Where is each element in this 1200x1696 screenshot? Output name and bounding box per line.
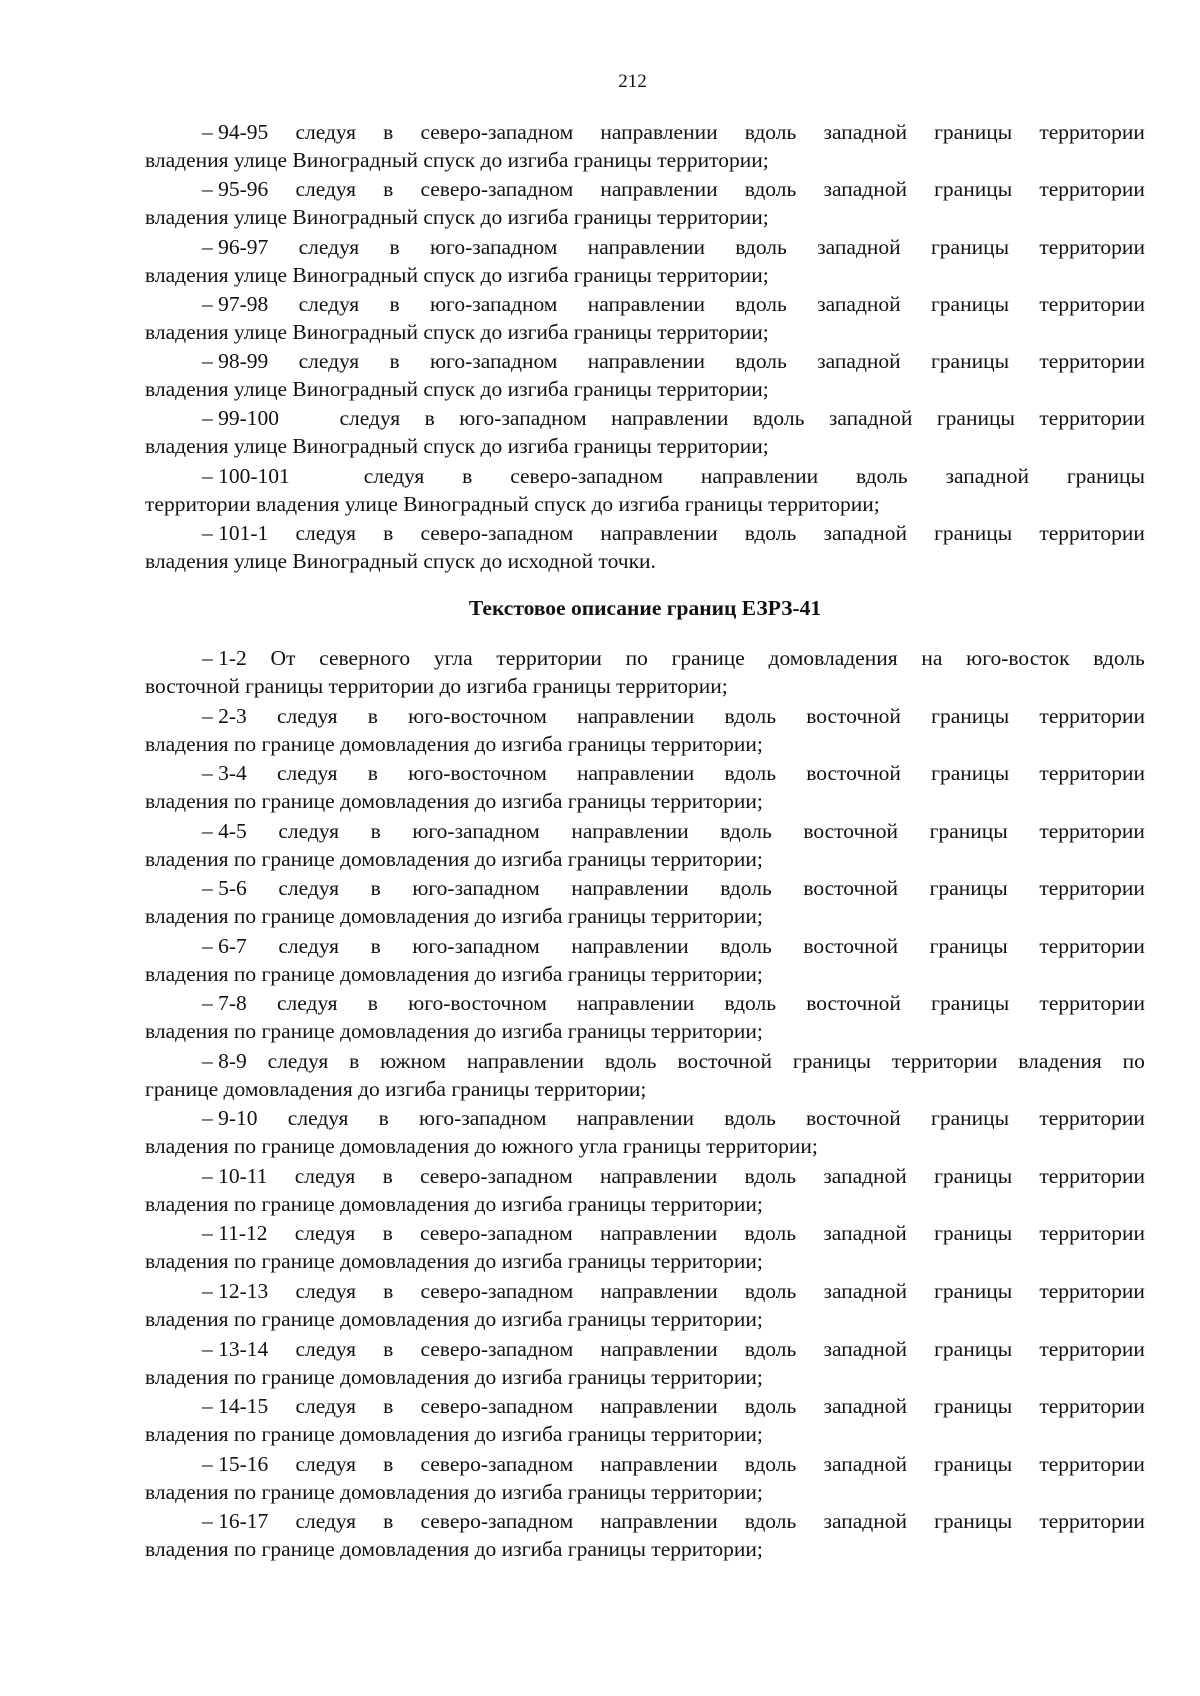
entry-first-line: [145, 1392, 1145, 1420]
entry-continuation-line: владения по границе домовладения до изгиба границы территории;: [145, 1191, 763, 1216]
entry-first-line: [145, 1162, 1145, 1190]
entry-first-line: [145, 347, 1145, 375]
page-number: 212: [618, 71, 647, 92]
entry-word: вдоль: [724, 991, 777, 1016]
entry-word: границы: [930, 234, 1010, 259]
entry-word: территории: [1039, 876, 1145, 901]
entry-word: восточной: [677, 1048, 773, 1073]
entry-word: территории: [1039, 1106, 1145, 1131]
entry-word: границы: [934, 1509, 1013, 1534]
entry-first-line: [145, 1219, 1145, 1247]
segment-label: – 5-6: [202, 876, 247, 901]
entry-word: границы: [931, 991, 1010, 1016]
entry-word: границы: [929, 933, 1008, 958]
entry-word: следуя: [298, 234, 360, 259]
entry-word: границы: [792, 1048, 871, 1073]
entry-word: границы: [936, 406, 1015, 431]
entry-first-line: [145, 1277, 1145, 1305]
segment-label: – 13-14: [202, 1336, 269, 1361]
boundary-entry: [145, 817, 1145, 875]
entry-word: направлении: [577, 703, 695, 728]
segment-label: – 101-1: [202, 521, 269, 546]
entry-first-line: [145, 519, 1145, 547]
entry-word: северо-западном: [420, 1336, 574, 1361]
segment-label: – 11-12: [202, 1221, 268, 1246]
entry-word: по: [1122, 1048, 1145, 1073]
entry-word: направлении: [600, 1336, 718, 1361]
segment-label: – 6-7: [202, 933, 247, 958]
entry-word: территории: [1039, 406, 1145, 431]
entry-word: вдоль: [744, 1163, 797, 1188]
entry-word: территории: [1039, 521, 1145, 546]
entry-word: западной: [823, 1451, 907, 1476]
entry-continuation-line: владения по границе домовладения до изгиба границы территории;: [145, 961, 763, 986]
segment-label: – 16-17: [202, 1509, 269, 1534]
boundary-entry: [145, 519, 1145, 576]
entry-first-line: [145, 644, 1145, 672]
entry-word: в: [389, 349, 400, 374]
entry-word: направлении: [600, 1451, 718, 1476]
entry-word: направлении: [600, 1394, 718, 1419]
entry-word: вдоль: [724, 703, 777, 728]
segment-label: – 98-99: [202, 349, 269, 374]
segment-label: – 3-4: [202, 761, 247, 786]
entry-word: следуя: [278, 933, 339, 958]
entry-word: вдоль: [752, 406, 805, 431]
segment-label: – 2-3: [202, 703, 247, 728]
entry-word: границы: [934, 1336, 1013, 1361]
entry-first-line: [145, 989, 1145, 1017]
entry-word: вдоль: [724, 761, 777, 786]
entry-word: территории: [1039, 818, 1145, 843]
entry-word: западной: [823, 1336, 907, 1361]
segment-label: – 96-97: [202, 234, 269, 259]
entry-word: вдоль: [744, 120, 797, 144]
entry-word: юго-восточном: [408, 761, 547, 786]
entry-word: следуя: [295, 1336, 357, 1361]
entry-word: в: [383, 1451, 394, 1476]
boundary-entry: [145, 404, 1145, 461]
entry-word: границы: [934, 1279, 1013, 1304]
boundary-entry: [145, 989, 1145, 1047]
entry-word: в: [383, 521, 394, 546]
boundary-entry: [145, 462, 1145, 519]
entry-word: территории: [1039, 761, 1145, 786]
entry-continuation-line: владения улице Виноградный спуск до изгиба границы территории;: [145, 434, 769, 459]
entry-word: границы: [1066, 463, 1145, 488]
entry-word: восточной: [806, 703, 901, 728]
boundary-entry: [145, 1162, 1145, 1220]
entry-word: в: [370, 933, 381, 958]
entry-word: направлении: [587, 234, 705, 259]
entry-word: в: [383, 177, 394, 202]
entry-continuation-line: владения по границе домовладения до изгиба границы территории;: [145, 731, 763, 756]
entry-first-line: [145, 1047, 1145, 1075]
entry-word: северо-западном: [420, 1394, 574, 1419]
entry-continuation-line: владения по границе домовладения до изгиба границы территории;: [145, 1537, 763, 1562]
boundary-entry: [145, 118, 1145, 175]
entry-word: вдоль: [744, 177, 797, 202]
entry-word: северо-западном: [420, 177, 574, 202]
entry-word: в: [383, 120, 394, 144]
boundary-entry: [145, 932, 1145, 990]
entry-word: западной: [823, 1394, 907, 1419]
entry-word: следуя: [277, 991, 338, 1016]
entry-word: северо-западном: [420, 120, 574, 144]
entry-word: в: [349, 1048, 360, 1073]
entry-word: владения: [1018, 1048, 1102, 1073]
entry-first-line: [145, 1450, 1145, 1478]
entry-word: следуя: [295, 177, 357, 202]
entry-word: вдоль: [604, 1048, 657, 1073]
entry-word: юго-западном: [419, 1106, 547, 1131]
boundary-list-1: [145, 118, 1145, 576]
entry-word: границы: [931, 761, 1010, 786]
segment-label: – 99-100: [202, 406, 280, 431]
entry-word: северного: [319, 646, 411, 670]
boundary-entry: [145, 1104, 1145, 1162]
segment-label: – 8-9: [202, 1048, 247, 1073]
entry-word: вдоль: [735, 291, 787, 316]
entry-first-line: [145, 175, 1145, 203]
entry-word: границы: [931, 703, 1010, 728]
entry-first-line: [145, 932, 1145, 960]
entry-word: вдоль: [720, 933, 772, 958]
entry-word: западной: [823, 1279, 907, 1304]
entry-word: направлении: [577, 991, 695, 1016]
entry-word: территории: [1039, 234, 1145, 259]
boundary-entry: [145, 874, 1145, 932]
entry-word: на: [921, 646, 943, 670]
entry-word: направлении: [600, 1221, 718, 1246]
boundary-entry: [145, 1392, 1145, 1450]
entry-word: направлении: [466, 1048, 585, 1073]
entry-word: направлении: [600, 120, 718, 144]
boundary-entry: [145, 1335, 1145, 1393]
entry-word: западной: [817, 349, 901, 374]
boundary-entry: [145, 644, 1145, 702]
entry-word: территории: [1039, 703, 1145, 728]
entry-word: направлении: [600, 1279, 718, 1304]
entry-word: северо-западном: [419, 1163, 573, 1188]
entry-word: следуя: [277, 703, 338, 728]
entry-word: направлении: [611, 406, 729, 431]
entry-word: направлении: [571, 876, 689, 901]
entry-word: юго-западном: [429, 234, 558, 259]
entry-word: по: [625, 646, 648, 670]
entry-word: западной: [823, 120, 907, 144]
entry-word: следуя: [339, 406, 401, 431]
entry-word: в: [383, 1394, 394, 1419]
entry-word: северо-западном: [419, 1221, 573, 1246]
boundary-entry: [145, 1047, 1145, 1105]
entry-word: следуя: [298, 291, 360, 316]
entry-word: территории: [1039, 1509, 1145, 1534]
entry-word: юго-западном: [429, 291, 558, 316]
entry-continuation-line: владения улице Виноградный спуск до изгиба границы территории;: [145, 262, 769, 287]
entry-first-line: [145, 874, 1145, 902]
entry-word: в: [389, 291, 400, 316]
entry-first-line: [145, 118, 1145, 146]
entry-word: направлении: [600, 177, 718, 202]
entry-word: вдоль: [856, 463, 908, 488]
entry-first-line: [145, 1335, 1145, 1363]
boundary-entry: [145, 175, 1145, 232]
entry-word: вдоль: [744, 1221, 797, 1246]
entry-word: следуя: [295, 1509, 357, 1534]
entry-continuation-line: владения улице Виноградный спуск до изгиба границы территории;: [145, 319, 769, 344]
entry-word: границы: [934, 1163, 1013, 1188]
entry-word: в: [424, 406, 435, 431]
entry-word: в: [383, 1509, 394, 1534]
entry-word: направлении: [577, 761, 695, 786]
entry-word: направлении: [576, 1106, 694, 1131]
entry-word: территории: [1039, 1394, 1145, 1419]
entry-first-line: [145, 404, 1145, 432]
entry-continuation-line: владения по границе домовладения до южного угла границы территории;: [145, 1134, 818, 1159]
entry-word: направлении: [600, 1163, 718, 1188]
segment-label: – 12-13: [202, 1279, 269, 1304]
entry-word: направлении: [700, 463, 819, 488]
entry-word: направлении: [571, 818, 689, 843]
entry-word: северо-западном: [420, 1509, 574, 1534]
entry-first-line: [145, 233, 1145, 261]
entry-word: в: [367, 703, 378, 728]
entry-word: в: [370, 818, 381, 843]
entry-word: территории: [1039, 1451, 1145, 1476]
entry-word: западной: [817, 234, 901, 259]
entry-continuation-line: владения по границе домовладения до изгиба границы территории;: [145, 1479, 763, 1504]
boundary-entry: [145, 759, 1145, 817]
entry-word: в: [383, 1336, 394, 1361]
entry-continuation-line: владения по границе домовладения до изгиба границы территории;: [145, 1364, 763, 1389]
entry-word: западной: [817, 291, 901, 316]
entry-word: вдоль: [744, 521, 797, 546]
entry-continuation-line: владения улице Виноградный спуск до исходной точки.: [145, 549, 656, 574]
section-heading: Текстовое описание границ ЕЗРЗ-41: [468, 596, 822, 620]
entry-word: вдоль: [744, 1394, 797, 1419]
entry-word: территории: [1039, 1336, 1145, 1361]
entry-continuation-line: владения по границе домовладения до изгиба границы территории;: [145, 904, 763, 929]
segment-label: – 95-96: [202, 177, 269, 202]
entry-word: следуя: [295, 120, 357, 144]
entry-word: вдоль: [1093, 646, 1145, 670]
entry-word: границы: [934, 120, 1013, 144]
entry-word: в: [367, 761, 378, 786]
entry-word: восточной: [803, 933, 899, 958]
entry-continuation-line: владения по границе домовладения до изгиба границы территории;: [145, 1249, 763, 1274]
entry-word: территории: [1039, 1279, 1145, 1304]
entry-word: западной: [828, 406, 913, 431]
entry-word: юго-восточном: [408, 703, 547, 728]
entry-continuation-line: восточной границы территории до изгиба границы территории;: [145, 674, 728, 698]
entry-word: территории: [1039, 291, 1145, 316]
boundary-entry: [145, 1507, 1145, 1565]
entry-word: домовладения: [768, 646, 898, 670]
entry-word: в: [370, 876, 381, 901]
entry-word: восточной: [806, 991, 901, 1016]
entry-word: границы: [934, 177, 1013, 202]
entry-word: вдоль: [720, 876, 772, 901]
entry-word: юго-восток: [966, 646, 1070, 670]
entry-word: границы: [929, 818, 1008, 843]
entry-word: западной: [823, 1163, 907, 1188]
entry-word: границы: [934, 521, 1013, 546]
entry-word: в: [382, 1163, 393, 1188]
entry-word: границы: [929, 876, 1008, 901]
entry-word: вдоль: [735, 349, 787, 374]
entry-continuation-line: владения по границе домовладения до изгиба границы территории;: [145, 846, 763, 871]
entry-word: вдоль: [720, 818, 772, 843]
entry-first-line: [145, 462, 1145, 490]
entry-word: границы: [934, 1394, 1013, 1419]
entry-word: следуя: [287, 1106, 349, 1131]
entry-word: юго-западном: [412, 933, 540, 958]
entry-word: следуя: [294, 1221, 356, 1246]
entry-continuation-line: владения улице Виноградный спуск до изгиба границы территории;: [145, 148, 769, 172]
entry-word: территории: [1039, 349, 1145, 374]
entry-word: южном: [380, 1048, 446, 1073]
entry-word: западной: [823, 521, 907, 546]
entry-word: в: [389, 234, 400, 259]
boundary-entry: [145, 1277, 1145, 1335]
entry-word: юго-западном: [429, 349, 558, 374]
entry-word: территории: [1039, 1221, 1145, 1246]
boundary-entry: [145, 1450, 1145, 1508]
entry-word: в: [382, 1221, 393, 1246]
segment-label: – 9-10: [202, 1106, 258, 1131]
entry-word: направлении: [571, 933, 689, 958]
entry-continuation-line: владения по границе домовладения до изгиба границы территории;: [145, 1307, 763, 1332]
boundary-entry: [145, 1219, 1145, 1277]
entry-word: северо-западном: [420, 1279, 574, 1304]
segment-label: – 15-16: [202, 1451, 269, 1476]
entry-first-line: [145, 817, 1145, 845]
entry-word: восточной: [803, 876, 899, 901]
entry-word: следуя: [298, 349, 360, 374]
entry-word: восточной: [806, 1106, 901, 1131]
entry-word: границы: [930, 349, 1010, 374]
entry-word: следуя: [295, 521, 357, 546]
entry-word: вдоль: [744, 1279, 797, 1304]
entry-word: в: [367, 991, 378, 1016]
entry-first-line: [145, 1507, 1145, 1535]
entry-word: следуя: [295, 1451, 357, 1476]
entry-word: следуя: [278, 818, 339, 843]
entry-word: направлении: [587, 349, 705, 374]
entry-word: восточной: [803, 818, 899, 843]
entry-word: вдоль: [744, 1451, 797, 1476]
entry-word: границы: [934, 1221, 1013, 1246]
entry-word: следуя: [294, 1163, 356, 1188]
entry-word: западной: [823, 177, 907, 202]
entry-word: северо-западном: [420, 521, 574, 546]
entry-word: вдоль: [724, 1106, 776, 1131]
entry-word: угла: [433, 646, 473, 670]
entry-word: направлении: [600, 521, 718, 546]
boundary-entry: [145, 290, 1145, 347]
entry-word: в: [462, 463, 473, 488]
entry-first-line: [145, 290, 1145, 318]
entry-word: восточной: [806, 761, 901, 786]
entry-continuation-line: территории владения улице Виноградный спуск до изгиба границы территории;: [145, 491, 880, 516]
entry-word: следуя: [363, 463, 425, 488]
boundary-entry: [145, 347, 1145, 404]
entry-continuation-line: владения по границе домовладения до изгиба границы территории;: [145, 789, 763, 814]
entry-word: вдоль: [744, 1336, 797, 1361]
entry-word: следуя: [277, 761, 338, 786]
entry-first-line: [145, 759, 1145, 787]
entry-word: северо-западном: [420, 1451, 574, 1476]
entry-word: границы: [930, 291, 1010, 316]
entry-word: следуя: [267, 1048, 329, 1073]
entry-word: юго-западном: [412, 876, 540, 901]
entry-word: юго-западном: [412, 818, 540, 843]
entry-continuation-line: владения по границе домовладения до изгиба границы территории;: [145, 1422, 763, 1447]
boundary-entry: [145, 702, 1145, 760]
entry-word: От: [270, 646, 296, 670]
entry-word: юго-восточном: [408, 991, 547, 1016]
entry-word: следуя: [295, 1394, 357, 1419]
segment-label: – 1-2: [202, 646, 247, 670]
segment-label: – 4-5: [202, 818, 247, 843]
entry-first-line: [145, 1104, 1145, 1132]
boundary-list-2: [145, 644, 1145, 1565]
entry-word: территории: [496, 646, 602, 670]
segment-label: – 94-95: [202, 120, 269, 144]
entry-word: западной: [823, 1509, 907, 1534]
entry-continuation-line: границе домовладения до изгиба границы территории;: [145, 1076, 647, 1101]
entry-continuation-line: владения улице Виноградный спуск до изгиба границы территории;: [145, 205, 769, 230]
segment-label: – 97-98: [202, 291, 269, 316]
entry-word: границы: [934, 1451, 1013, 1476]
entry-word: юго-западном: [459, 406, 587, 431]
entry-word: территории: [891, 1048, 998, 1073]
entry-continuation-line: владения улице Виноградный спуск до изгиба границы территории;: [145, 377, 769, 402]
entry-word: территории: [1039, 120, 1145, 144]
entry-continuation-line: владения по границе домовладения до изгиба границы территории;: [145, 1019, 763, 1044]
entry-word: границы: [931, 1106, 1010, 1131]
segment-label: – 7-8: [202, 991, 247, 1016]
boundary-entry: [145, 233, 1145, 290]
entry-word: следуя: [278, 876, 339, 901]
entry-word: территории: [1039, 933, 1145, 958]
entry-word: территории: [1039, 177, 1145, 202]
segment-label: – 10-11: [202, 1163, 268, 1188]
segment-label: – 14-15: [202, 1394, 269, 1419]
entry-word: границе: [671, 646, 745, 670]
entry-word: направлении: [600, 1509, 718, 1534]
entry-word: территории: [1039, 1163, 1145, 1188]
entry-word: западной: [823, 1221, 907, 1246]
entry-word: северо-западном: [510, 463, 663, 488]
entry-word: вдоль: [744, 1509, 797, 1534]
segment-label: – 100-101: [202, 463, 290, 488]
entry-first-line: [145, 702, 1145, 730]
entry-word: западной: [945, 463, 1029, 488]
entry-word: направлении: [587, 291, 705, 316]
entry-word: вдоль: [735, 234, 787, 259]
entry-word: следуя: [295, 1279, 357, 1304]
entry-word: в: [378, 1106, 389, 1131]
entry-word: в: [383, 1279, 394, 1304]
entry-word: территории: [1039, 991, 1145, 1016]
